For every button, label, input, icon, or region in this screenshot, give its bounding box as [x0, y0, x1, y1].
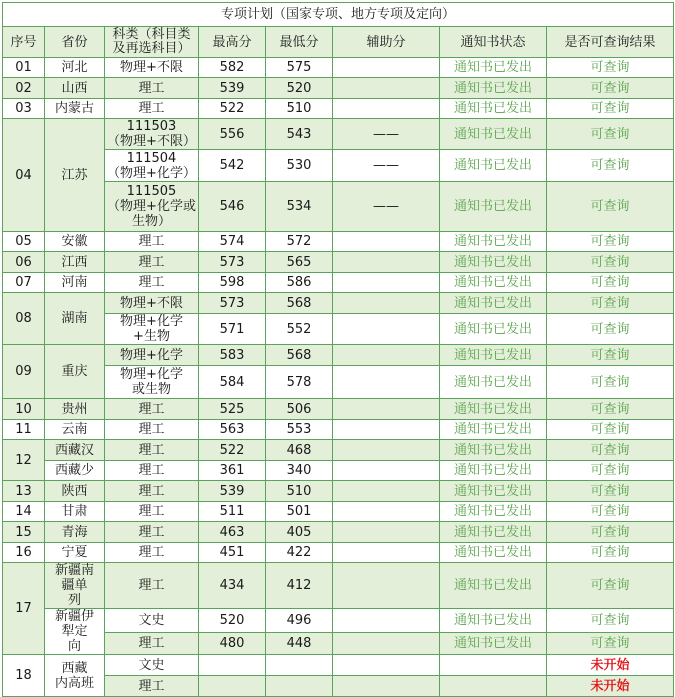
aux-score-cell: [333, 522, 440, 543]
province-cell-line: 疆单: [61, 578, 88, 593]
min-score-cell: 553: [266, 420, 333, 440]
query-cell: 可查询: [547, 563, 674, 609]
min-score-cell: 510: [266, 99, 333, 119]
query-cell: 未开始: [547, 655, 674, 676]
category-cell: 理工: [105, 543, 199, 563]
header-seq: 序号: [3, 27, 45, 58]
max-score-cell: 451: [199, 543, 266, 563]
status-cell: [440, 655, 547, 676]
category-cell: [105, 366, 199, 399]
max-score-cell: 522: [199, 440, 266, 461]
province-cell-line: 犁定: [61, 624, 88, 639]
max-score-cell: 584: [199, 366, 266, 399]
max-score-cell: 480: [199, 632, 266, 654]
province-cell: 内蒙古: [45, 99, 105, 119]
province-cell: 重庆: [45, 345, 105, 399]
category-cell-line: 或生物: [131, 382, 171, 397]
header-category: [105, 27, 199, 58]
seq-cell: 06: [3, 252, 45, 273]
status-cell: 通知书已发出: [440, 609, 547, 633]
seq-cell: 01: [3, 58, 45, 78]
query-cell: 可查询: [547, 543, 674, 563]
table-row: [3, 543, 674, 563]
aux-score-cell: ——: [333, 150, 440, 182]
query-cell: 可查询: [547, 58, 674, 78]
max-score-cell: 583: [199, 345, 266, 366]
table-row: [3, 293, 674, 314]
province-cell: 安徽: [45, 232, 105, 252]
max-score-cell: 556: [199, 119, 266, 150]
category-cell: 理工: [105, 252, 199, 273]
seq-cell: 15: [3, 522, 45, 543]
query-cell: 可查询: [547, 502, 674, 522]
category-cell: 物理+不限: [105, 58, 199, 78]
table-row: [3, 232, 674, 252]
min-score-cell: [266, 676, 333, 697]
query-cell: 可查询: [547, 399, 674, 420]
seq-cell: 11: [3, 420, 45, 440]
max-score-cell: 571: [199, 314, 266, 345]
seq-cell: 14: [3, 502, 45, 522]
aux-score-cell: [333, 563, 440, 609]
aux-score-cell: [333, 655, 440, 676]
province-cell: 云南: [45, 420, 105, 440]
province-cell-line: 西藏: [61, 660, 88, 676]
min-score-cell: 586: [266, 273, 333, 293]
table-row: [3, 78, 674, 99]
category-cell: 理工: [105, 632, 199, 654]
min-score-cell: 572: [266, 232, 333, 252]
province-cell-line: 新疆伊: [54, 609, 94, 624]
header-category-text: 科类（科目类及再选科目）: [112, 27, 191, 56]
province-cell: 江苏: [45, 119, 105, 232]
min-score-cell: 565: [266, 252, 333, 273]
aux-score-cell: [333, 99, 440, 119]
aux-score-cell: ——: [333, 119, 440, 150]
status-cell: 通知书已发出: [440, 399, 547, 420]
query-cell: 可查询: [547, 119, 674, 150]
aux-score-cell: [333, 609, 440, 633]
query-cell: 可查询: [547, 99, 674, 119]
table-row: [3, 502, 674, 522]
min-score-cell: 575: [266, 58, 333, 78]
category-cell: 理工: [105, 99, 199, 119]
aux-score-cell: [333, 58, 440, 78]
max-score-cell: 434: [199, 563, 266, 609]
header-row: [3, 27, 674, 58]
status-cell: 通知书已发出: [440, 440, 547, 461]
table-row: [3, 420, 674, 440]
table-row: [3, 461, 674, 481]
aux-score-cell: [333, 293, 440, 314]
seq-cell: 05: [3, 232, 45, 252]
max-score-cell: 563: [199, 420, 266, 440]
min-score-cell: 496: [266, 609, 333, 633]
query-cell: 可查询: [547, 366, 674, 399]
max-score-cell: 361: [199, 461, 266, 481]
status-cell: 通知书已发出: [440, 563, 547, 609]
seq-cell: 12: [3, 440, 45, 481]
query-cell: 可查询: [547, 314, 674, 345]
header-min: 最低分: [266, 27, 333, 58]
status-cell: 通知书已发出: [440, 314, 547, 345]
min-score-cell: 568: [266, 345, 333, 366]
max-score-cell: 582: [199, 58, 266, 78]
category-cell: 理工: [105, 273, 199, 293]
max-score-cell: 511: [199, 502, 266, 522]
min-score-cell: 530: [266, 150, 333, 182]
seq-cell: 16: [3, 543, 45, 563]
table-row: [3, 440, 674, 461]
query-cell: 可查询: [547, 481, 674, 502]
province-cell: 宁夏: [45, 543, 105, 563]
category-cell: [105, 314, 199, 345]
status-cell: 通知书已发出: [440, 522, 547, 543]
category-cell: 物理+化学: [105, 345, 199, 366]
province-cell: 西藏少: [45, 461, 105, 481]
query-cell: 可查询: [547, 632, 674, 654]
aux-score-cell: [333, 399, 440, 420]
status-cell: 通知书已发出: [440, 502, 547, 522]
max-score-cell: 525: [199, 399, 266, 420]
province-cell-line: 内高班: [54, 675, 94, 691]
province-cell: 陕西: [45, 481, 105, 502]
aux-score-cell: [333, 481, 440, 502]
status-cell: 通知书已发出: [440, 366, 547, 399]
category-cell-line: 111503: [126, 119, 177, 134]
aux-score-cell: [333, 676, 440, 697]
table-row: [3, 481, 674, 502]
aux-score-cell: [333, 440, 440, 461]
seq-cell: 07: [3, 273, 45, 293]
min-score-cell: 552: [266, 314, 333, 345]
min-score-cell: 534: [266, 182, 333, 232]
category-cell: 理工: [105, 232, 199, 252]
province-cell-line: 向: [67, 639, 81, 654]
category-cell-line: 物理+化学: [120, 314, 183, 329]
min-score-cell: 510: [266, 481, 333, 502]
score-table: [2, 2, 674, 697]
max-score-cell: 539: [199, 78, 266, 99]
seq-cell: 09: [3, 345, 45, 399]
category-cell: 理工: [105, 563, 199, 609]
status-cell: 通知书已发出: [440, 461, 547, 481]
table-title: 专项计划（国家专项、地方专项及定向）: [3, 3, 674, 27]
status-cell: 通知书已发出: [440, 252, 547, 273]
category-cell: 理工: [105, 676, 199, 697]
table-row: [3, 609, 674, 633]
query-cell: 可查询: [547, 420, 674, 440]
aux-score-cell: [333, 420, 440, 440]
seq-cell: 18: [3, 655, 45, 697]
category-cell: 理工: [105, 420, 199, 440]
category-cell: 理工: [105, 399, 199, 420]
province-cell-line: 新疆南: [54, 563, 94, 578]
query-cell: 可查询: [547, 150, 674, 182]
seq-cell: 13: [3, 481, 45, 502]
min-score-cell: 568: [266, 293, 333, 314]
category-cell: 物理+不限: [105, 293, 199, 314]
header-province: 省份: [45, 27, 105, 58]
status-cell: 通知书已发出: [440, 119, 547, 150]
min-score-cell: [266, 655, 333, 676]
category-cell-line: （物理+不限）: [107, 134, 196, 149]
category-cell-line: （物理+化学）: [107, 165, 196, 181]
status-cell: 通知书已发出: [440, 632, 547, 654]
province-cell: 甘肃: [45, 502, 105, 522]
seq-cell: 02: [3, 78, 45, 99]
province-cell: [45, 609, 105, 655]
max-score-cell: 542: [199, 150, 266, 182]
table-row: [3, 99, 674, 119]
status-cell: 通知书已发出: [440, 345, 547, 366]
query-cell: 可查询: [547, 232, 674, 252]
province-cell: 青海: [45, 522, 105, 543]
table-row: [3, 273, 674, 293]
table-row: [3, 655, 674, 676]
query-cell: 可查询: [547, 252, 674, 273]
category-cell-line: 111504: [126, 150, 177, 166]
category-cell-line: （物理+化学或: [107, 199, 196, 214]
province-cell: 河南: [45, 273, 105, 293]
status-cell: 通知书已发出: [440, 58, 547, 78]
header-query: 是否可查询结果: [547, 27, 674, 58]
aux-score-cell: [333, 632, 440, 654]
query-cell: 可查询: [547, 273, 674, 293]
category-cell: 理工: [105, 481, 199, 502]
category-cell: 文史: [105, 655, 199, 676]
status-cell: 通知书已发出: [440, 293, 547, 314]
category-cell-line: +生物: [133, 329, 170, 344]
table-row: [3, 399, 674, 420]
province-cell: 贵州: [45, 399, 105, 420]
query-cell: 可查询: [547, 440, 674, 461]
table-row: [3, 58, 674, 78]
status-cell: 通知书已发出: [440, 232, 547, 252]
aux-score-cell: [333, 345, 440, 366]
aux-score-cell: [333, 461, 440, 481]
aux-score-cell: [333, 78, 440, 99]
category-cell: 理工: [105, 502, 199, 522]
query-cell: 可查询: [547, 522, 674, 543]
category-cell: 文史: [105, 609, 199, 633]
province-cell: 江西: [45, 252, 105, 273]
max-score-cell: 573: [199, 293, 266, 314]
category-cell: 理工: [105, 440, 199, 461]
max-score-cell: 520: [199, 609, 266, 633]
max-score-cell: [199, 676, 266, 697]
max-score-cell: 573: [199, 252, 266, 273]
min-score-cell: 422: [266, 543, 333, 563]
table-row: [3, 119, 674, 150]
query-cell: 可查询: [547, 345, 674, 366]
status-cell: 通知书已发出: [440, 420, 547, 440]
table-row: [3, 252, 674, 273]
header-aux: 辅助分: [333, 27, 440, 58]
query-cell: 可查询: [547, 609, 674, 633]
province-cell: [45, 563, 105, 609]
category-cell-line: 111505: [126, 184, 177, 199]
province-cell: [45, 655, 105, 697]
min-score-cell: 520: [266, 78, 333, 99]
min-score-cell: 501: [266, 502, 333, 522]
query-cell: 可查询: [547, 461, 674, 481]
max-score-cell: 598: [199, 273, 266, 293]
status-cell: 通知书已发出: [440, 99, 547, 119]
aux-score-cell: [333, 502, 440, 522]
status-cell: [440, 676, 547, 697]
table-row: [3, 563, 674, 609]
aux-score-cell: ——: [333, 182, 440, 232]
status-cell: 通知书已发出: [440, 481, 547, 502]
aux-score-cell: [333, 314, 440, 345]
aux-score-cell: [333, 273, 440, 293]
table-row: [3, 345, 674, 366]
province-cell-line: 列: [67, 593, 81, 608]
query-cell: 可查询: [547, 293, 674, 314]
category-cell: 理工: [105, 461, 199, 481]
max-score-cell: 463: [199, 522, 266, 543]
min-score-cell: 578: [266, 366, 333, 399]
category-cell: [105, 150, 199, 182]
seq-cell: 04: [3, 119, 45, 232]
min-score-cell: 412: [266, 563, 333, 609]
seq-cell: 08: [3, 293, 45, 345]
max-score-cell: 539: [199, 481, 266, 502]
query-cell: 可查询: [547, 78, 674, 99]
status-cell: 通知书已发出: [440, 182, 547, 232]
min-score-cell: 506: [266, 399, 333, 420]
status-cell: 通知书已发出: [440, 150, 547, 182]
aux-score-cell: [333, 543, 440, 563]
min-score-cell: 543: [266, 119, 333, 150]
category-cell: 理工: [105, 522, 199, 543]
query-cell: 可查询: [547, 182, 674, 232]
header-status: 通知书状态: [440, 27, 547, 58]
province-cell: 西藏汉: [45, 440, 105, 461]
category-cell: [105, 119, 199, 150]
header-max: 最高分: [199, 27, 266, 58]
score-table-container: [2, 2, 673, 697]
status-cell: 通知书已发出: [440, 78, 547, 99]
aux-score-cell: [333, 232, 440, 252]
aux-score-cell: [333, 366, 440, 399]
seq-cell: 17: [3, 563, 45, 655]
min-score-cell: 468: [266, 440, 333, 461]
seq-cell: 10: [3, 399, 45, 420]
max-score-cell: 574: [199, 232, 266, 252]
province-cell: 河北: [45, 58, 105, 78]
status-cell: 通知书已发出: [440, 543, 547, 563]
category-cell-line: 物理+化学: [120, 367, 183, 382]
seq-cell: 03: [3, 99, 45, 119]
category-cell-line: 生物）: [131, 214, 171, 229]
max-score-cell: 546: [199, 182, 266, 232]
min-score-cell: 448: [266, 632, 333, 654]
min-score-cell: 340: [266, 461, 333, 481]
min-score-cell: 405: [266, 522, 333, 543]
max-score-cell: 522: [199, 99, 266, 119]
table-row: [3, 522, 674, 543]
table-body: [3, 58, 674, 697]
status-cell: 通知书已发出: [440, 273, 547, 293]
category-cell: 理工: [105, 78, 199, 99]
query-cell: 未开始: [547, 676, 674, 697]
aux-score-cell: [333, 252, 440, 273]
province-cell: 湖南: [45, 293, 105, 345]
province-cell: 山西: [45, 78, 105, 99]
max-score-cell: [199, 655, 266, 676]
category-cell: [105, 182, 199, 232]
